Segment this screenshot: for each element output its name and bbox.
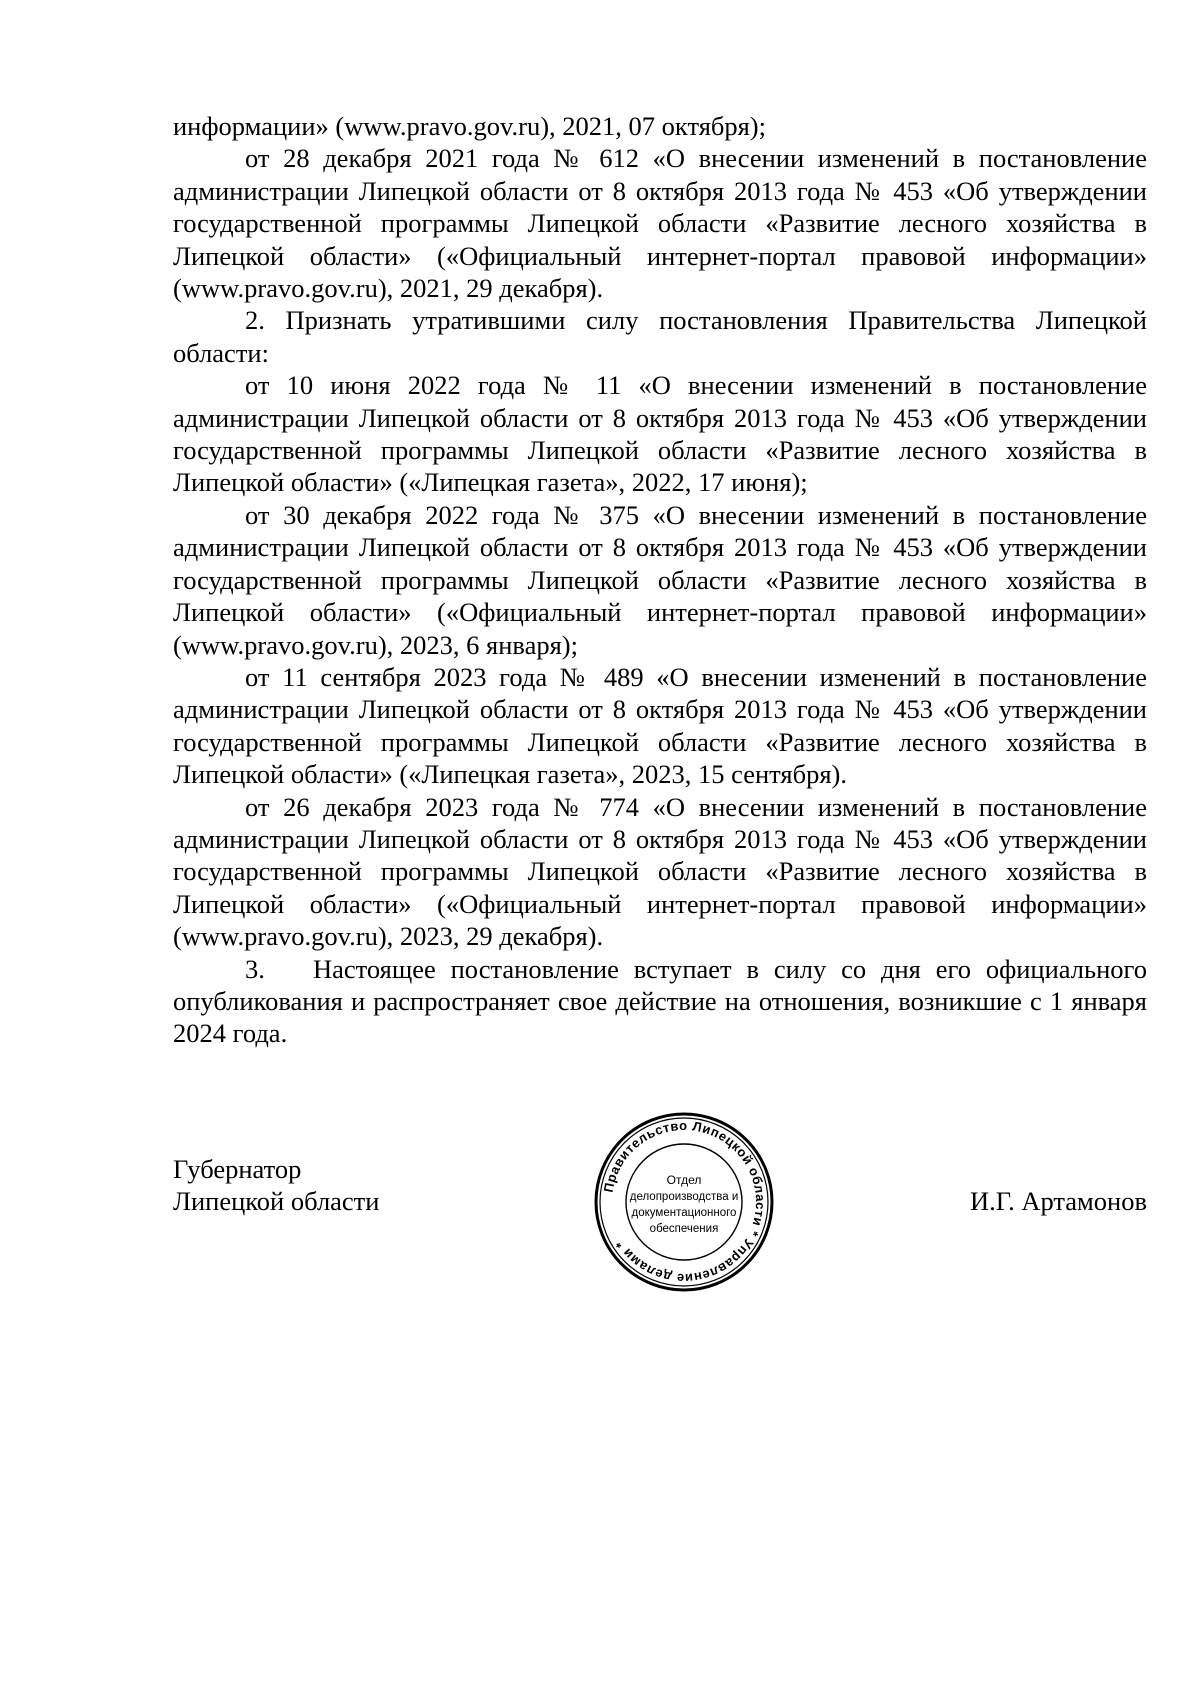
amendment-2021-612: от 28 декабря 2021 года № 612 «О внесении изменений в постановление администрации Липецкой области от 8 октября 2013 года № 453 «Об утверждении государственной программы Липецкой области «Развитие лесного хозяйства в Липецкой области» («Официальный интернет-портал правовой информации» (www.pravo.gov.ru), 2021, 29 декабря). (173, 143, 1147, 304)
repealed-2022-11: от 10 июня 2022 года № 11 «О внесении изменений в постановление администрации Липецкой области от 8 октября 2013 года № 453 «Об утверждении государственной программы Липецкой области «Развитие лесного хозяйства в Липецкой области» («Липецкая газета», 2022, 17 июня); (173, 370, 1147, 498)
item-3 (173, 953, 1147, 1050)
seal-center-line4: обеспечения (649, 1223, 719, 1235)
repealed-2023-489: от 11 сентября 2023 года № 489 «О внесении изменений в постановление администрации Липецкой области от 8 октября 2013 года № 453 «Об утверждении государственной программы Липецкой области «Развитие лесного хозяйства в Липецкой области» («Липецкая газета», 2023, 15 сентября). (173, 661, 1147, 790)
seal-ring-text: Правительство Липецкой области * Управление делами * (600, 1117, 769, 1287)
document-body (173, 110, 1147, 1050)
signatory-name: И.Г. Артамонов (969, 1186, 1147, 1216)
seal-stamp-icon (592, 1110, 776, 1294)
item-2-intro: 2. Признать утратившими силу постановления Правительства Липецкой области: (173, 305, 1147, 368)
repealed-2023-774: от 26 декабря 2023 года № 774 «О внесении изменений в постановление администрации Липецкой области от 8 октября 2013 года № 453 «Об утверждении государственной программы Липецкой области «Развитие лесного хозяйства в Липецкой области» («Официальный интернет-портал правовой информации» (www.pravo.gov.ru), 2023, 29 декабря). (173, 791, 1147, 952)
item-3-number: 3. (245, 953, 265, 984)
seal-center-line1: Отдел (666, 1173, 702, 1187)
signatory-position-line2: Липецкой области (173, 1186, 380, 1217)
continuation-line: информации» (www.pravo.gov.ru), 2021, 07 октября); (173, 111, 766, 141)
official-seal (592, 1110, 776, 1294)
signatory-position (173, 1153, 379, 1218)
seal-center-line3: документационного (631, 1207, 737, 1219)
signatory-position-line1: Губернатор (173, 1154, 302, 1184)
seal-center-line2: делопроизводства и (629, 1191, 739, 1203)
repealed-2022-375: от 30 декабря 2022 года № 375 «О внесении изменений в постановление администрации Липецкой области от 8 октября 2013 года № 453 «Об утверждении государственной программы Липецкой области «Развитие лесного хозяйства в Липецкой области» («Официальный интернет-портал правовой информации» (www.pravo.gov.ru), 2023, 6 января); (173, 499, 1147, 660)
item-3-text: Настоящее постановление вступает в силу со дня его официального опубликования и распространяет свое действие на отношения, возникшие с 1 января 2024 года. (173, 953, 1147, 1049)
